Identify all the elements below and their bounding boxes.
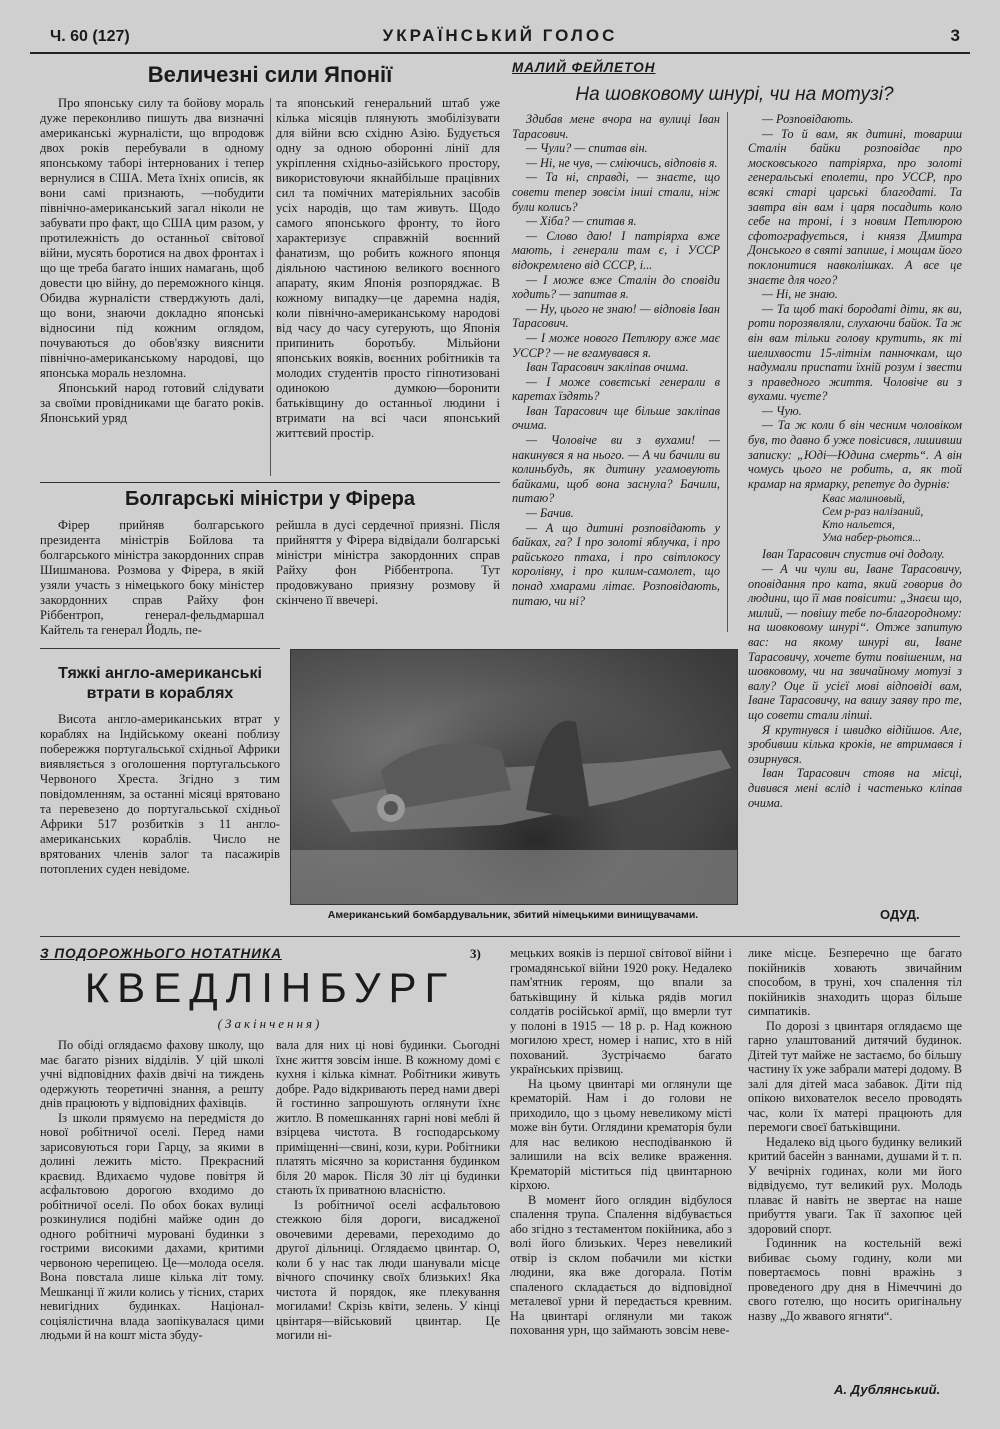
travel-paragraph: Годинник на костельній вежі вибиває сьому годину, коли ми повертаємось повні вражінь з проведеного дру дня в Німеччині до свого готелю, що носить оригінальну назву „До жвавого ягняти“.	[748, 1236, 962, 1323]
dialog-line: Іван Тарасович ще більше закліпав очима.	[512, 403, 720, 433]
verse-quote	[822, 493, 962, 545]
dialog-line: — Чули? — спитав він.	[526, 141, 648, 156]
dialog-line: — Слово даю! І патріярха вже мають, і генерали там є, і УССР відокремлено від СССР, і...	[512, 228, 720, 272]
page-number: 3	[950, 26, 960, 45]
travel-subtitle: (Закінчення)	[217, 1016, 323, 1031]
ships-article-title	[40, 664, 280, 704]
japan-article-col2	[276, 96, 500, 441]
bulgaria-paragraph: рейшла в дусі сердечної приязні. Після прийняття у Фірера відвідали болгарські міністри міністра закордонних справ Райху фон Ріббентропа. Тут продовжувано приязну розмову й скінчено її ввечері.	[276, 518, 500, 607]
dialog-line: — Та ж коли б він чесним чоловіком був, то давно б уже повісився, лишивши записку: „Юді—Юдина смерть“. А він чомусь цього не робить, а, як той крамар на ярмарку, репетує до дурнів:	[748, 418, 962, 491]
bulgaria-article-title: Болгарські міністри у Фірера	[125, 488, 415, 510]
ships-article-body	[40, 712, 280, 877]
japan-paragraph: Японський народ готовий слідувати за своїми провідниками ще багато років. Японський уряд	[40, 381, 264, 425]
dialog-line: — Ні, не чув, — сміючись, відповів я.	[526, 155, 718, 170]
verse-line: Ума набер-рьотся...	[822, 532, 922, 545]
verse-line: Квас малиновый,	[822, 493, 905, 506]
dialog-line: Іван Тарасович спустив очі додолу.	[762, 547, 945, 562]
feuilleton-label: МАЛИЙ ФЕЙЛЕТОН	[512, 60, 656, 75]
travel-paragraph: Недалеко від цього будинку великий критий басейн з ваннами, душами й т. п. У вечірніх годинах, коли ми його відвідуємо, тут великий рух. Молодь плаває й навіть не звертає на наше прибуття уваги. Так її захопює цей здоровий спорт.	[748, 1134, 962, 1236]
travel-signature: А. Дублянський.	[834, 1382, 941, 1397]
airplane-wreck-image	[291, 650, 737, 904]
dialog-line: Я крутнувся і швидко відійшов. Але, зробивши кілька кроків, не втримався і озирнувся.	[748, 722, 962, 766]
feuilleton-signature: ОДУД.	[880, 907, 920, 922]
ships-paragraph: Висота англо-американських втрат у кораблях на Індійському океані поблизу побережжя португальської східньої Африки виявляється з оголошення португальського Червоного Хреста. Згідно з тим повідомленням, за останні місяці врятовано та перевезено до португальської східньої Африки 517 розбитків з 11 англо-американських кораблів. Число не врятованих членів залог та пасажирів потоплених суден невідоме.	[40, 712, 280, 876]
dialog-line: — Розповідають.	[762, 112, 854, 126]
issue-number: Ч. 60 (127)	[50, 28, 130, 45]
section-rule	[40, 648, 280, 649]
dialog-line: — Чую.	[762, 403, 802, 418]
travel-col1	[40, 1038, 264, 1343]
travel-number: 3)	[470, 946, 481, 961]
masthead	[30, 22, 970, 54]
japan-article-col1	[40, 96, 264, 426]
travel-paragraph: Із школи прямуємо на передмістя до нової робітничої оселі. Перед нами зарисовуються гори Гарцу, за якими в долині лежить місто. Прекрасний краєвид. Вдихаємо чудове повітря й асфальтовою дорогою входимо до робітничої оселі. По обох боках вулиці розкинулися подібні майже один до одного робітничі муровані будинки з гострими високими дахами, критими червоною черепицею. Це—молода оселя. Вона повстала лише кілька літ тому. Мешканці її жили колись у тісних, старих невигідних будинках. Націонал-соціялістична влада заопікувалася цими людьми й на кошт міста збуду-	[40, 1110, 264, 1342]
dialog-line: — Та ні, справді, — знаєте, що совети тепер зовсім інші стали, ніж були колись?	[512, 170, 720, 214]
section-rule	[40, 936, 960, 937]
feuilleton-col2	[748, 112, 962, 810]
bomber-photo	[290, 649, 738, 905]
travel-col4	[748, 946, 962, 1323]
ships-title-line2: втрати в кораблях	[86, 685, 234, 702]
travel-paragraph: лике місце. Безперечно ще багато покійників ховають звичайним способом, в труні, хоч спалення тіл покійників знаходить щораз більше симпатиків.	[748, 946, 962, 1018]
dialog-line: — То й вам, як дитині, товариш Сталін байки розповідає про московського патріярха, про золоті генеральські еполети, про УССР, про всякі старі царські благодаті. Та завтра він вам і царя посадить коло себе на троні, і з новим Петлюрою сфотографується, і князя Дмитра Донського в святі запише, і мощам його поклонитися навколішках. А все це знаєте для чого?	[748, 126, 962, 287]
photo-caption: Американський бомбардувальник, збитий німецькими винищувачами.	[327, 909, 699, 921]
verse-line: Кто нальется,	[822, 519, 895, 532]
column-divider	[727, 112, 728, 632]
travel-paragraph: мецьких вояків із першої світової війни і громадянської війни 1920 року. Недалеко пам'ятник героям, що впали за батьківщину й кілька рядів могил солдатів російської армії, що вмерли тут у полоні в 1915 — 18 р. р. Над кожною могилою хрест, номер і напис, хто в ній похований. Зустрічаємо багато українських прізвищ.	[510, 946, 732, 1076]
travel-title: КВЕДЛІНБУРГ	[84, 964, 456, 1011]
travel-paragraph: Із робітничої оселі асфальтовою стежкою біля дороги, висадженої овочевими деревами, переходимо до другої дільниці. Оглядаємо цвинтар. О, коли б у нас так люди шанували місце вічного спочинку своїх близьких! Яка чистота й порядок, яке плекування могилами! Скрізь квіти, зелень. У кінці цвінтаря—військовий цвинтар. Це могили ні-	[276, 1197, 500, 1342]
section-rule	[40, 482, 500, 483]
japan-paragraph: Про японську силу та бойову мораль дуже переконливо пишуть два визначні американські журналісти, що впродовж двох років перебували в одному японському таборі інтернованих і тепер вернулися в США. Мета їхніх описів, як вони самі признають, —побудити північно-американський загал ніколи не забувати про факт, що США цим разом, у протилежність до останньої світової війни, мусять боротися на двох фронтах і що ще треба багато інших намагань, щоб довести цю війну, до переможного кінця. Обидва журналісти стверджують далі, що вони, знаючи докладно японські відносини під кожним оглядом, почуваються до обов'язку вияснити північно-американському народові, що японська мораль незломна.	[40, 96, 264, 380]
dialog-line: — Ну, цього не знаю! — відповів Іван Тарасович.	[512, 301, 720, 331]
dialog-line: — І може вже Сталін до сповіди ходить? — запитав я.	[512, 272, 720, 302]
dialog-line: — А що дитині розповідають у байках, га? І про золоті яблучка, і про райського птаха, і про світлокосу королівну, і про килим-самолет, що понад хмарами літає. Розповідають, питаю, чи ні?	[512, 520, 720, 608]
verse-line: Сем р-раз налізаний,	[822, 506, 924, 519]
bulgaria-article-col2	[276, 518, 500, 608]
travel-col2	[276, 1038, 500, 1343]
feuilleton-col1	[512, 112, 720, 608]
feuilleton-title: На шовковому шнурі, чи на мотузі?	[575, 84, 894, 105]
dialog-line: Іван Тарасович стояв на місці, дивився мені вслід і частенько кліпав очима.	[748, 766, 962, 810]
dialog-line: — Чоловіче ви з вухами! — накинувся я на нього. — А чи бачили ви колиньбудь, як дитину угамовують байками, щоб вона заснула? Бачили, питаю?	[512, 433, 720, 506]
travel-paragraph: По дорозі з цвинтаря оглядаємо ще гарно улаштований дитячий будинок. Дітей тут майже не застаємо, бо більшу частину їх уже забрали матері додому. В залі для дітей маса забавок. Діти під опікою вихователок весело проводять час, коли їх матері працюють для перемоги своєї батьківщини.	[748, 1018, 962, 1134]
dialog-line: — Бачив.	[526, 506, 574, 521]
japan-article-title: Величезні сили Японії	[147, 62, 393, 87]
dialog-line: — Ні, не знаю.	[762, 287, 838, 302]
japan-paragraph: та японський генеральний штаб уже кілька місяців плянують змобілізувати для війни всю східню Азію. Будується одну за одною оборонні лінії для укріплення східньо-азійського простору, використовуючи якнайбільше працівних сил та помічних матеріяльних засобів усіх народів, що там живуть. Щодо самого японського фронту, то його характеризує справжній воєнний фанатизм, що робить кожного японця діяльною частиною великого воєнного апарату, яким Японія розпоряджає. В кожному випадку—це даремна надія, коли північно-американському народові від часу до часу сугерують, що Японія припинить боротьбу. Мільйони японських вояків, воєнних робітників та молодих студентів просто гіпнотизовані одинокою думкою—боронити батьківщину до останньої людини і втримати на всі часи японський життєвий простір.	[276, 96, 500, 440]
travel-paragraph: В момент його оглядин відбулося спалення трупа. Спалення відбувається або згідно з тестаментом покійника, або з волі його близьких. Через невеликий отвір із склом побачили ми кістки людини, яка вже догорала. Потім спаленого складається до відповідної металевої урни й передається кревним. На цвинтарі оглянули ми також поховання урн, що займають зовсім неве-	[510, 1192, 732, 1337]
travel-col3	[510, 946, 732, 1338]
dialog-line: — І може совєтські генерали в каретах їздять?	[512, 374, 720, 404]
column-divider	[270, 98, 271, 476]
ships-title-line1: Тяжкі англо-американські	[58, 665, 262, 682]
bulgaria-article-col1	[40, 518, 264, 638]
bulgaria-paragraph: Фірер прийняв болгарського президента міністрів Бойлова та болгарського міністра закордонних справ Шишманова. Розмова у Фірера, в якій узяли участь з німецького боку міністер закордонних справ Райху фон Ріббентроп, генерал-фельдмаршал Кайтель та генерал Йодль, пе-	[40, 518, 264, 637]
travel-paragraph: На цьому цвинтарі ми оглянули ще крематорій. Нам і до голови не приходило, що з цьому невеликому місті може він бути. Оглядини крематорія були для нас великою несподіванкою й залишили на всіх велике враження. Крематорій міститься під цвинтарною кірхою.	[510, 1076, 732, 1192]
paper-title: УКРАЇНСЬКИЙ ГОЛОС	[382, 26, 618, 45]
dialog-line: — І може нового Петлюру вже має УССР? — не вгамувався я.	[512, 330, 720, 360]
dialog-line: — А чи чули ви, Іване Тарасовичу, оповідання про ката, який говорив до людини, що її мав повісити: „Знаєш що, милий, — повішу тебе по-благородному: на шовковому шнурі“. Отже запитую вас: на якому шнурі ви, Іване Тарасовичу, хочете бути повішеним, на шовковому, чи на звичайному мотузі з валу? Оце й усієї мові відповіді вам, Іване Тарасовичу, на вашу заяву про те, що совети стали ліпші.	[748, 562, 962, 722]
dialog-line: — Хіба? — спитав я.	[526, 214, 637, 229]
dialog-line: — Та щоб такі бородаті діти, як ви, роти порозявляли, слухаючи байок. Та ж він вам тільки голову крутить, як ті шелихвости 15-літнім панночкам, що надумали приспати їхній розум і звести з праведного життя. Чоловіче ви з вухами. чуєте?	[748, 301, 963, 404]
travel-paragraph: По обіді оглядаємо фахову школу, що має багато різних відділів. У цій школі учні відповідних фахів двічі на тиждень одержують теоретичні знання, а решту днів працюють у відповідних фахівців.	[40, 1038, 264, 1110]
dialog-line: Іван Тарасович закліпав очима.	[526, 360, 689, 375]
travel-label: З ПОДОРОЖНЬОГО НОТАТНИКА	[40, 946, 282, 961]
dialog-line: Здибав мене вчора на вулиці Іван Тарасович.	[512, 112, 720, 141]
travel-paragraph: вала для них ці нові будинки. Сьогодні їхнє життя зовсім інше. В кожному домі є кухня і кілька кімнат. Робітники живуть добре. Радо відкривають перед нами двері й гостинно запрошують оглянути їхнє житло. В помешканнях гарні нові меблі й взірцева чистота. В господарському приміщенні—свині, кози, кури. Робітники платять місячно за користання будинком біля 20 марок. Після 30 літ ці будинки стають їх приватною власністю.	[276, 1038, 500, 1197]
